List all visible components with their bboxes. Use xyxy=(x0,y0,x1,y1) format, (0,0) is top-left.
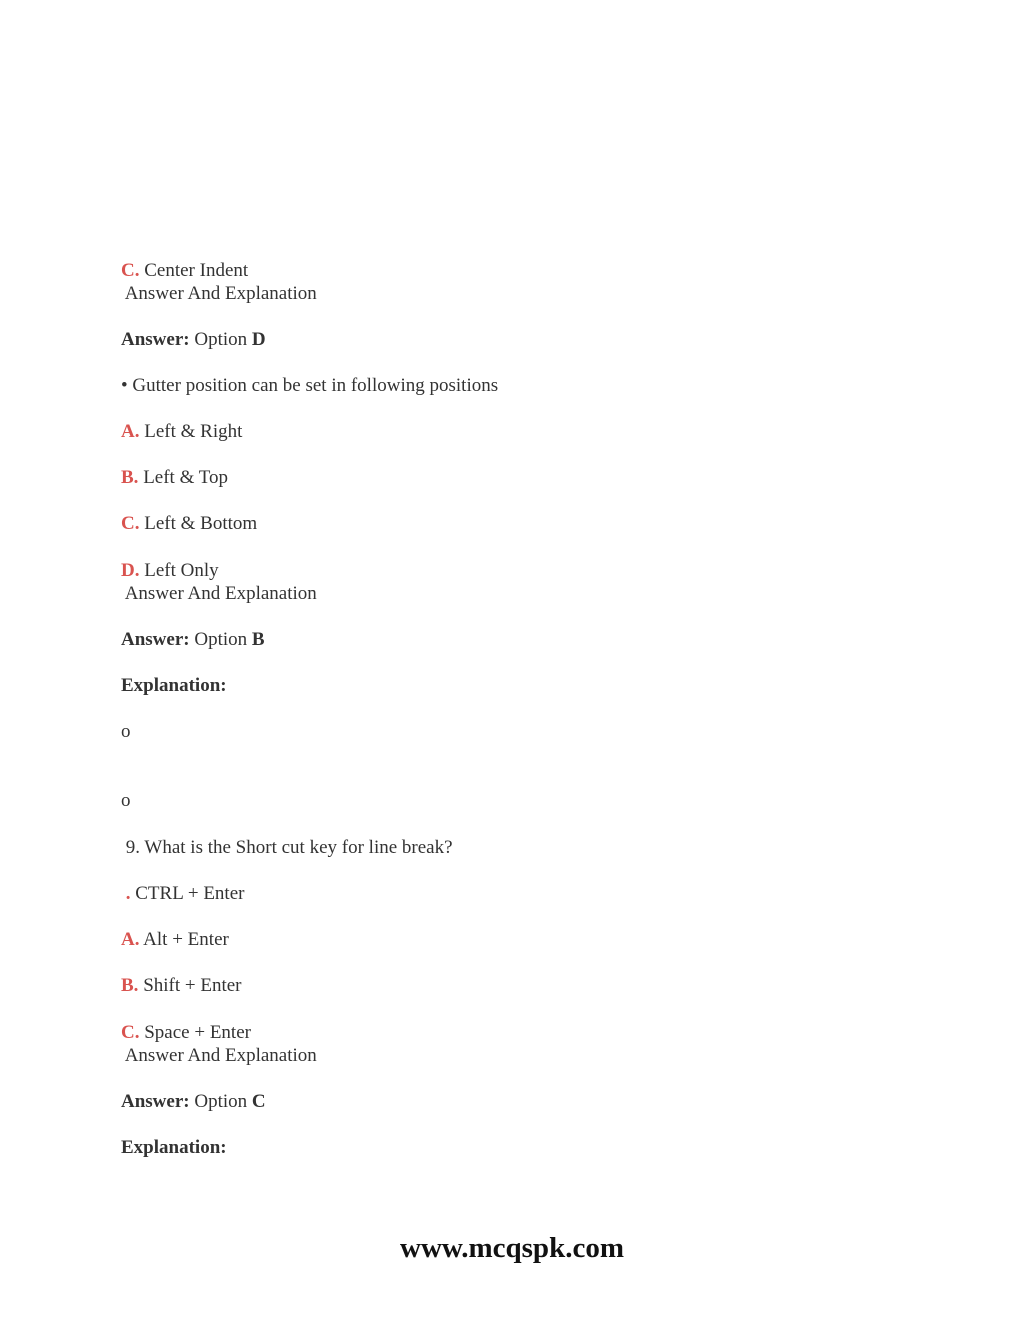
option-a xyxy=(121,421,242,443)
answer-option-word: Option xyxy=(189,329,252,350)
option-a xyxy=(121,929,229,951)
answer-option-letter: B xyxy=(251,629,265,650)
option-letter: A. xyxy=(121,421,140,442)
answer-option-word: Option xyxy=(189,1091,252,1112)
option-text: CTRL + Enter xyxy=(130,883,245,904)
list-marker: o xyxy=(121,721,131,742)
option-b xyxy=(121,975,242,997)
option-unlabeled xyxy=(121,883,244,905)
option-letter: . xyxy=(121,883,131,904)
option-c-center-indent xyxy=(121,260,248,282)
bullet-icon: • xyxy=(121,375,128,396)
option-text: Left & Right xyxy=(139,421,243,442)
option-text: Alt + Enter xyxy=(139,929,229,950)
question-line-break-shortcut: 9. What is the Short cut key for line break? xyxy=(121,837,453,858)
question-gutter-position xyxy=(121,375,498,397)
option-letter: C. xyxy=(121,1022,140,1043)
option-letter: A. xyxy=(121,929,140,950)
option-letter: C. xyxy=(121,260,140,281)
explanation-label: Explanation: xyxy=(121,1137,227,1158)
option-text: Space + Enter xyxy=(139,1022,251,1043)
option-text: Left Only xyxy=(139,560,219,581)
answer-line xyxy=(121,329,266,351)
answer-option-letter: D xyxy=(251,329,266,350)
answer-explanation-link[interactable]: Answer And Explanation xyxy=(121,1045,317,1066)
answer-label: Answer: xyxy=(121,329,190,350)
answer-option-letter: C xyxy=(251,1091,266,1112)
option-text: Shift + Enter xyxy=(138,975,242,996)
option-b xyxy=(121,467,228,489)
option-c xyxy=(121,1022,251,1044)
option-d xyxy=(121,560,219,582)
footer-site-url: www.mcqspk.com xyxy=(400,1232,624,1264)
answer-label: Answer: xyxy=(121,629,190,650)
option-letter: D. xyxy=(121,560,140,581)
answer-label: Answer: xyxy=(121,1091,190,1112)
answer-option-word: Option xyxy=(189,629,252,650)
option-letter: B. xyxy=(121,467,139,488)
answer-explanation-link[interactable]: Answer And Explanation xyxy=(121,283,317,304)
option-text: Center Indent xyxy=(139,260,249,281)
answer-explanation-link[interactable]: Answer And Explanation xyxy=(121,583,317,604)
option-letter: B. xyxy=(121,975,139,996)
explanation-label: Explanation: xyxy=(121,675,227,696)
option-text: Left & Bottom xyxy=(139,513,258,534)
question-text: Gutter position can be set in following positions xyxy=(127,375,499,396)
option-text: Left & Top xyxy=(138,467,229,488)
option-c xyxy=(121,513,257,535)
option-letter: C. xyxy=(121,513,140,534)
answer-line xyxy=(121,629,265,651)
answer-line xyxy=(121,1091,266,1113)
list-marker: o xyxy=(121,790,131,811)
